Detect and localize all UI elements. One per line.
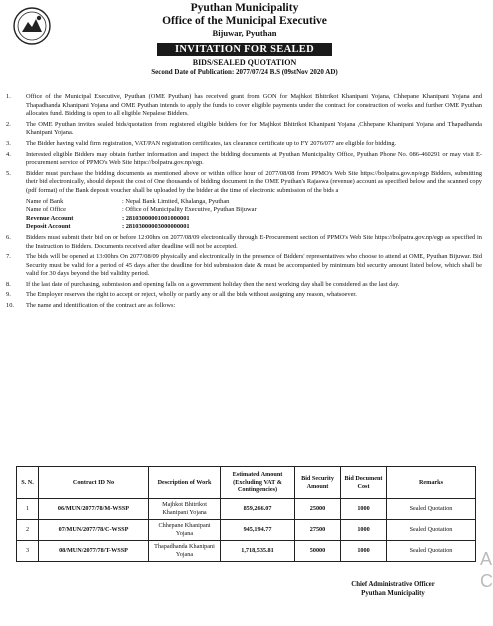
- notice-banner: INVITATION FOR SEALED: [157, 43, 332, 56]
- bank-value: : Office of Municipality Executive, Pyuthan Bijuwar: [122, 206, 257, 214]
- item-number: 3.: [6, 139, 11, 147]
- notice-subtitle: BIDS/SEALED QUOTATION: [192, 58, 297, 67]
- cell-sn: 1: [17, 499, 39, 520]
- cell-doc-cost: 1000: [341, 499, 387, 520]
- item-number: 5.: [6, 169, 11, 177]
- item-text: Office of the Municipal Executive, Pyuthan (OME Pyuthan) has received grant from GON for Majhkot Bhitrikot Khanipani Yojana, Chhepane Khanipani Yojana and Thapadhanda Khanipani Yojana and OME Pyuthan intends to apply the funds to cover eligible payments under the contract for construction of works and further OME Pyuthan allocates fund. Bidding is open to all eligible Nepalese Bidders.: [26, 93, 482, 118]
- list-item: [6, 302, 482, 311]
- municipality-name: Pyuthan Municipality: [190, 2, 299, 14]
- bank-value: : Nepal Bank Limited, Khalanga, Pyuthan: [122, 197, 230, 205]
- item-text: Interested eligible Bidders may obtain further information and inspect the bidding documents at Pyuthan Municipality Office, Pyuthan Phone No. 086-460291 or may visit E-procurement service of PPMO's Web Site https://bolpatra.gov.np/egp.: [26, 150, 482, 167]
- cell-remarks: Sealed Quotation: [387, 541, 476, 562]
- bank-row: [26, 215, 482, 224]
- cell-remarks: Sealed Quotation: [387, 499, 476, 520]
- cell-doc-cost: 1000: [341, 541, 387, 562]
- bank-details: [26, 198, 482, 232]
- bank-key: Name of Office: [26, 206, 66, 214]
- table-row: [17, 499, 476, 520]
- cell-description: Majhkot Bhitrikot Khanipani Yojana: [149, 499, 221, 520]
- item-number: 10.: [6, 302, 14, 310]
- cell-estimate: 1,718,535.81: [221, 541, 295, 562]
- cell-estimate: 945,194.77: [221, 520, 295, 541]
- item-text: The Employer reserves the right to accept or reject, wholly or partly any or all the bids without assigning any reason, whatsoever.: [26, 291, 357, 299]
- list-item: [6, 234, 482, 251]
- item-number: 1.: [6, 93, 11, 100]
- item-text: The name and identification of the contract are as follows:: [26, 302, 176, 310]
- bank-value: : 28103000001001000001: [122, 214, 190, 222]
- cell-contract-id: 08/MUN/2077/78/T-WSSP: [39, 541, 149, 562]
- list-item: [6, 151, 482, 168]
- list-item: [6, 170, 482, 196]
- col-header: Contract ID No: [39, 467, 149, 499]
- item-text: The bids will be opened at 13:00hrs On 2077/08/09 physically and electronically in the presence of Bidders' representatives who choose to attend at OME, Pyuthan Bijuwar. Bid Security must be valid for a period of 45 days after the deadline for bid submission date & must be accompanied by minimum bid security amount listed below, which shall be valid for 30 days beyond the bid validity period.: [26, 253, 482, 278]
- bank-key: Deposit Account: [26, 223, 71, 231]
- item-text: Bidders must submit their bid on or before 12:00hrs on 2077/08/09 electronically through E-Procurement section of PPMO's Web Site https://bolpatra.gov.np/egp as specified in the Instruction to Bidders. Documents received after deadline will not be accepted.: [26, 233, 482, 250]
- col-header: Estimated Amount (Excluding VAT & Contingencies): [221, 467, 295, 499]
- item-number: 9.: [6, 291, 11, 299]
- bank-row: [26, 206, 482, 215]
- bank-row: [26, 198, 482, 207]
- item-text: The Bidder having valid firm registration, VAT/PAN registration certificates, tax clearance certificate up to FY 2076/077 are eligible for bidding.: [26, 139, 397, 147]
- item-text: Bidder must purchase the bidding documents as mentioned above or within office hour of 2077/08/08 from PPMO's Web Site https://bolpatra.gov.np/egp Bidders, submitting their bid electronically, should deposit the cost of One thousands of bidding document in the OME Pyuthan's Rajaswa (revenue) account as specified below and the scanned copy (pdf format) of the Bank deposit voucher shall be uploaded by the bidder at the time of electronic submission of the bids a: [26, 169, 482, 194]
- bank-key: Revenue Account: [26, 214, 74, 222]
- contract-table: [16, 466, 476, 562]
- list-item: [6, 121, 482, 138]
- bank-row: [26, 223, 482, 232]
- cell-sn: 2: [17, 520, 39, 541]
- cell-sn: 3: [17, 541, 39, 562]
- item-number: 7.: [6, 253, 11, 261]
- cell-security: 27500: [295, 520, 341, 541]
- cell-doc-cost: 1000: [341, 520, 387, 541]
- table-row: [17, 541, 476, 562]
- cell-security: 25000: [295, 499, 341, 520]
- table-header-row: [17, 467, 476, 499]
- list-item: [6, 291, 482, 300]
- page-edge-text: A C: [480, 549, 493, 591]
- col-header: Description of Work: [149, 467, 221, 499]
- publication-date: Second Date of Publication: 2077/07/24 B.S (09stNov 2020 AD): [151, 68, 338, 76]
- office-name: Office of the Municipal Executive: [162, 15, 327, 27]
- list-item: [6, 140, 482, 149]
- col-header: Remarks: [387, 467, 476, 499]
- col-header: Bid Document Cost: [341, 467, 387, 499]
- cell-contract-id: 06/MUN/2077/78/M-WSSP: [39, 499, 149, 520]
- signatory-org: Pyuthan Municipality: [361, 590, 425, 597]
- notice-body: [6, 93, 482, 313]
- col-header: S. N.: [17, 467, 39, 499]
- item-text: If the last date of purchasing, submission and opening falls on a government holiday then the next working day shall be considered as the last day.: [26, 280, 400, 288]
- notice-header: [0, 2, 489, 77]
- list-item: [6, 93, 482, 119]
- item-number: 2.: [6, 120, 11, 128]
- bank-key: Name of Bank: [26, 197, 64, 205]
- cell-contract-id: 07/MUN/2077/78/C-WSSP: [39, 520, 149, 541]
- list-item: [6, 281, 482, 290]
- table-row: [17, 520, 476, 541]
- bank-value: : 28103000003000000001: [122, 223, 190, 231]
- col-header: Bid Security Amount: [295, 467, 341, 499]
- item-number: 4.: [6, 150, 11, 158]
- cell-description: Chhepane Khanipani Yojana: [149, 520, 221, 541]
- signatory-title: Chief Administrative Officer: [351, 581, 435, 588]
- cell-estimate: 859,266.07: [221, 499, 295, 520]
- list-item: [6, 253, 482, 279]
- item-number: 8.: [6, 280, 11, 288]
- item-number: 6.: [6, 233, 11, 241]
- item-text: The OME Pyuthan invites sealed bids/quotation from registered eligible bidders for for Majhkot Bhitrikot Khanipani Yojana ,Chhepane Khanipani Yojana and Thapadhanda Khanipani Yojana.: [26, 120, 482, 137]
- office-address: Bijuwar, Pyuthan: [212, 28, 277, 38]
- cell-remarks: Sealed Quotation: [387, 520, 476, 541]
- signature-block: [318, 580, 468, 598]
- cell-description: Thapadhanda Khanipani Yojana: [149, 541, 221, 562]
- cell-security: 50000: [295, 541, 341, 562]
